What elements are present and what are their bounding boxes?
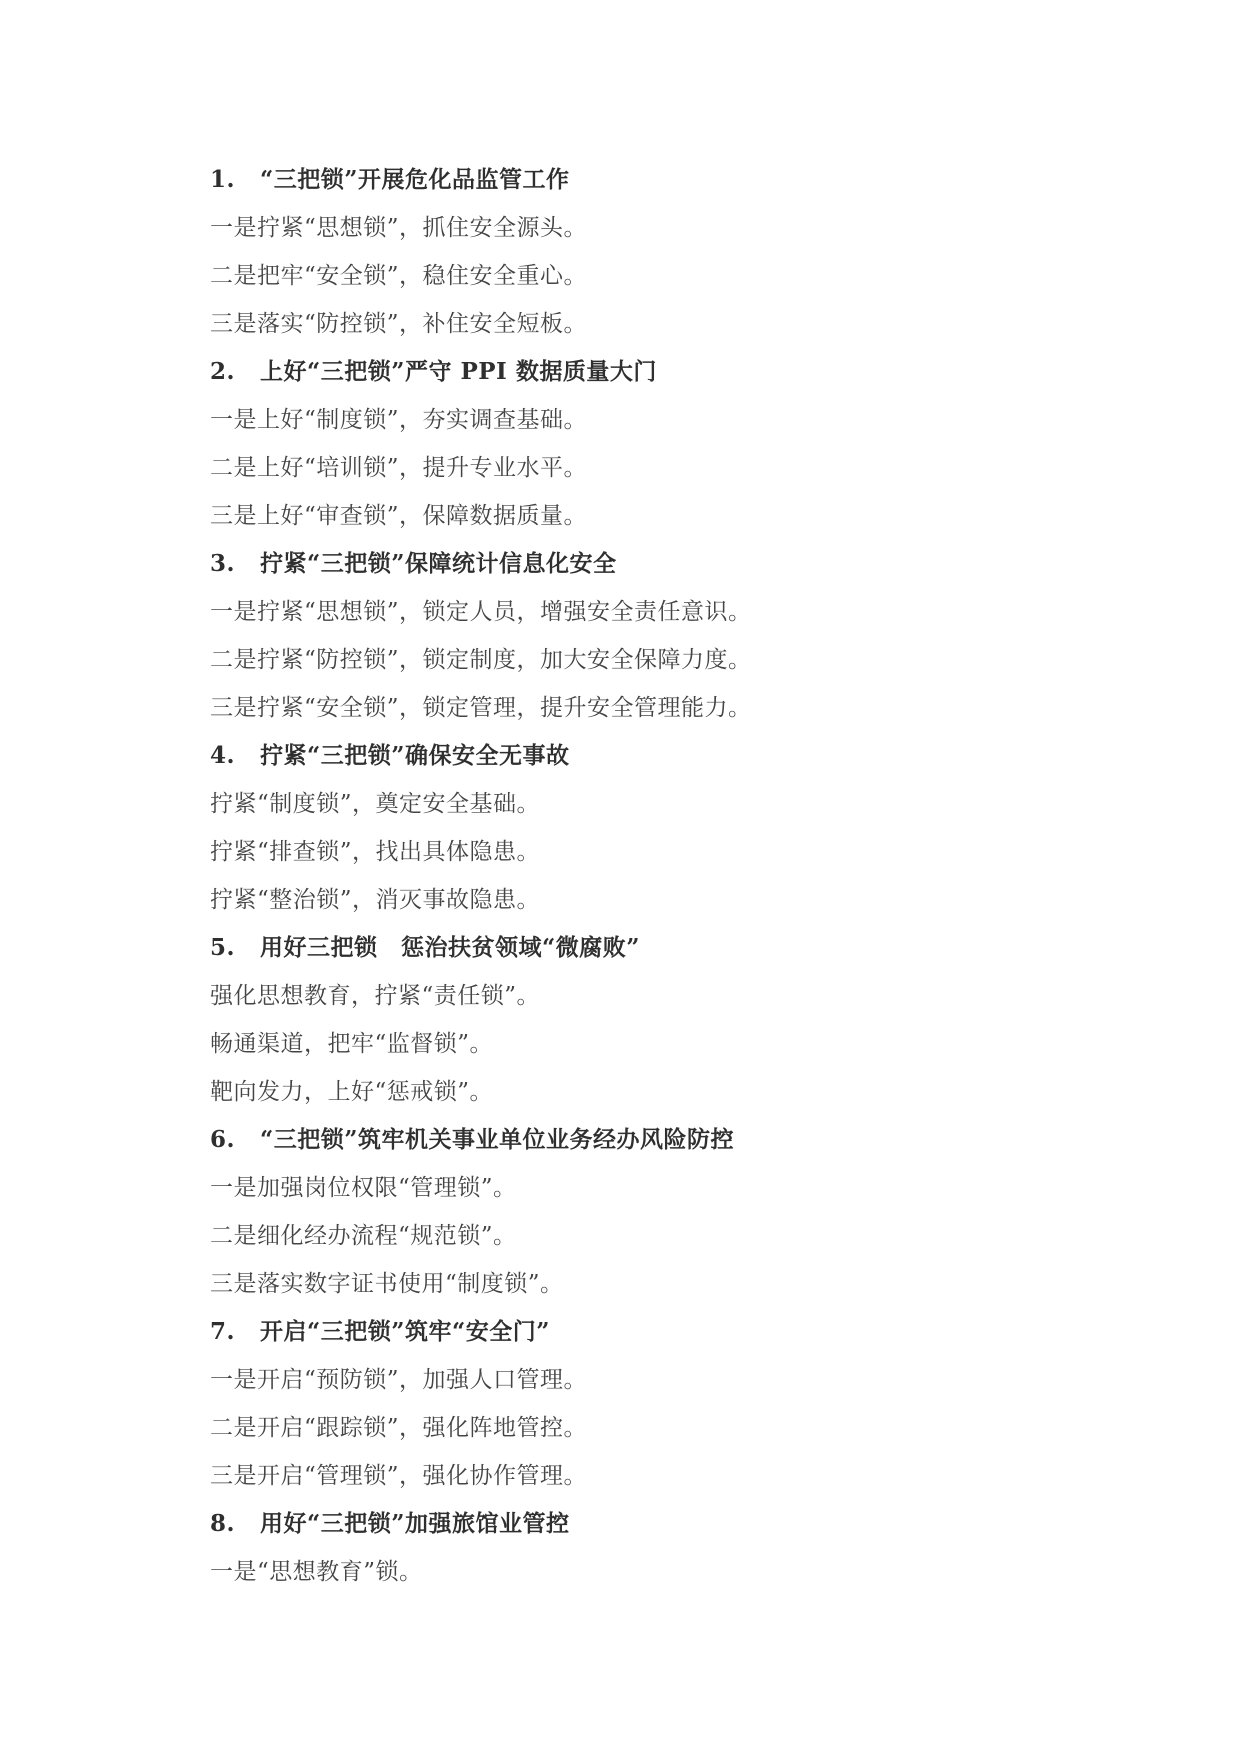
section-number: 2. bbox=[210, 358, 236, 385]
section-number: 8. bbox=[210, 1510, 236, 1537]
section-title: 拧紧“三把锁”确保安全无事故 bbox=[260, 742, 570, 769]
section-line: 拧紧“整治锁”，消灭事故隐患。 bbox=[210, 887, 541, 913]
section-4 bbox=[210, 732, 1170, 924]
section-line: 二是把牢“安全锁”，稳住安全重心。 bbox=[210, 263, 588, 289]
section-line: 强化思想教育，拧紧“责任锁”。 bbox=[210, 983, 541, 1009]
section-heading bbox=[210, 732, 1170, 780]
section-number: 1. bbox=[210, 166, 236, 193]
section-title: 开启“三把锁”筑牢“安全门” bbox=[260, 1318, 550, 1345]
section-line: 三是落实数字证书使用“制度锁”。 bbox=[210, 1271, 564, 1297]
section-title: “三把锁”筑牢机关事业单位业务经办风险防控 bbox=[260, 1126, 734, 1153]
section-line: 一是“思想教育”锁。 bbox=[210, 1559, 423, 1585]
section-number: 7. bbox=[210, 1318, 236, 1345]
section-8 bbox=[210, 1500, 1170, 1596]
section-number: 5. bbox=[210, 934, 236, 961]
section-line: 拧紧“制度锁”，奠定安全基础。 bbox=[210, 791, 541, 817]
section-3 bbox=[210, 540, 1170, 732]
section-heading bbox=[210, 1116, 1170, 1164]
section-1 bbox=[210, 156, 1170, 348]
section-line: 靶向发力，上好“惩戒锁”。 bbox=[210, 1079, 494, 1105]
section-line: 二是开启“跟踪锁”，强化阵地管控。 bbox=[210, 1415, 588, 1441]
section-heading bbox=[210, 348, 1170, 396]
section-heading bbox=[210, 1500, 1170, 1548]
section-title: 上好“三把锁”严守 PPI 数据质量大门 bbox=[260, 358, 657, 385]
section-number: 3. bbox=[210, 550, 236, 577]
section-heading bbox=[210, 1308, 1170, 1356]
section-title: “三把锁”开展危化品监管工作 bbox=[260, 166, 570, 193]
section-line: 畅通渠道，把牢“监督锁”。 bbox=[210, 1031, 494, 1057]
section-title: 用好三把锁 惩治扶贫领域“微腐败” bbox=[260, 934, 640, 961]
section-line: 一是拧紧“思想锁”，锁定人员，增强安全责任意识。 bbox=[210, 599, 752, 625]
section-heading bbox=[210, 156, 1170, 204]
section-5 bbox=[210, 924, 1170, 1116]
section-line: 拧紧“排查锁”，找出具体隐患。 bbox=[210, 839, 541, 865]
section-line: 三是落实“防控锁”，补住安全短板。 bbox=[210, 311, 588, 337]
section-line: 三是开启“管理锁”，强化协作管理。 bbox=[210, 1463, 588, 1489]
section-line: 二是拧紧“防控锁”，锁定制度，加大安全保障力度。 bbox=[210, 647, 752, 673]
section-2 bbox=[210, 348, 1170, 540]
section-number: 6. bbox=[210, 1126, 236, 1153]
section-line: 一是开启“预防锁”，加强人口管理。 bbox=[210, 1367, 588, 1393]
section-line: 一是上好“制度锁”，夯实调查基础。 bbox=[210, 407, 588, 433]
section-heading bbox=[210, 540, 1170, 588]
section-6 bbox=[210, 1116, 1170, 1308]
section-title: 用好“三把锁”加强旅馆业管控 bbox=[260, 1510, 570, 1537]
section-title: 拧紧“三把锁”保障统计信息化安全 bbox=[260, 550, 617, 577]
section-number: 4. bbox=[210, 742, 236, 769]
section-7 bbox=[210, 1308, 1170, 1500]
section-line: 三是拧紧“安全锁”，锁定管理，提升安全管理能力。 bbox=[210, 695, 752, 721]
section-line: 二是细化经办流程“规范锁”。 bbox=[210, 1223, 517, 1249]
section-line: 二是上好“培训锁”，提升专业水平。 bbox=[210, 455, 588, 481]
document-page bbox=[210, 156, 1170, 1596]
section-line: 三是上好“审查锁”，保障数据质量。 bbox=[210, 503, 588, 529]
section-line: 一是拧紧“思想锁”，抓住安全源头。 bbox=[210, 215, 588, 241]
section-heading bbox=[210, 924, 1170, 972]
section-line: 一是加强岗位权限“管理锁”。 bbox=[210, 1175, 517, 1201]
